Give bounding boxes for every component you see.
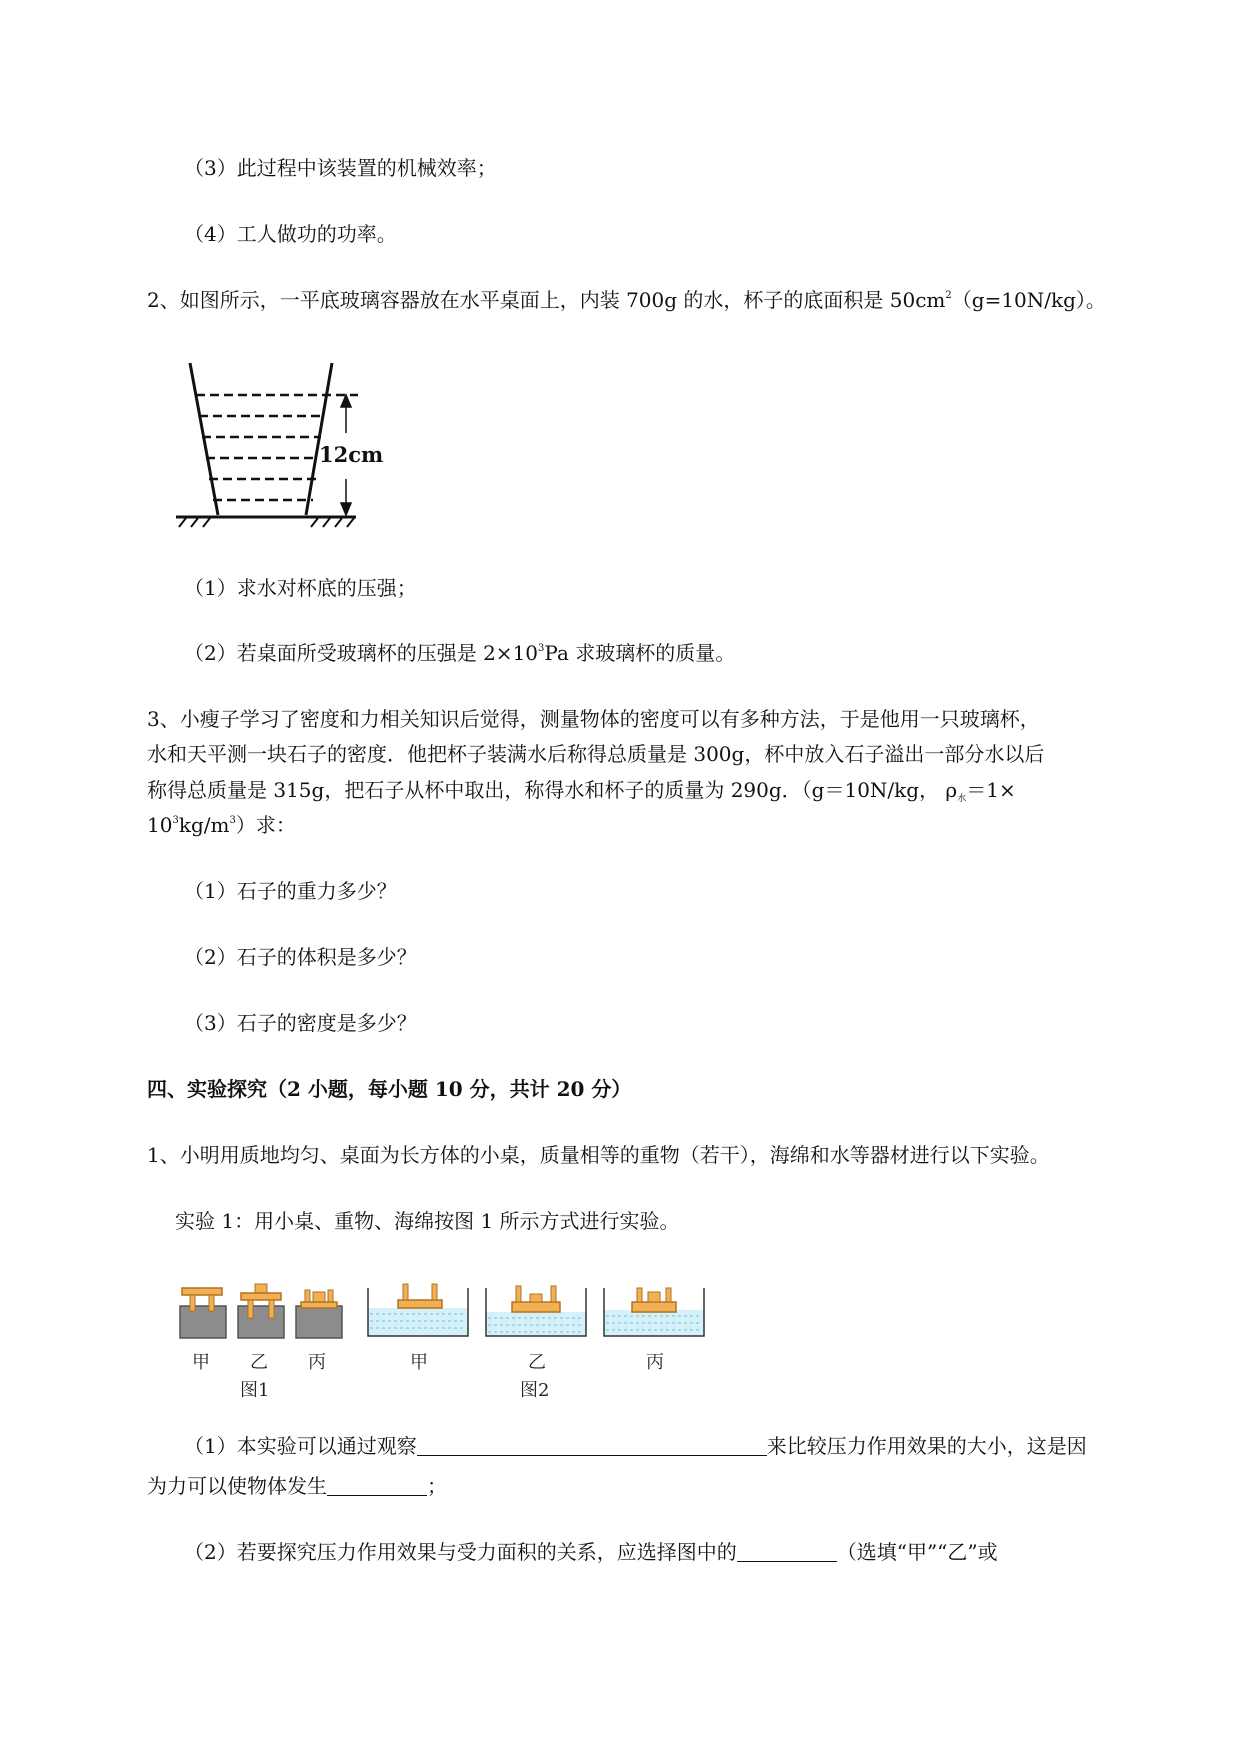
problem2-q2: （2）若桌面所受玻璃杯的压强是 $2\times 10^3Pa$ 求玻璃杯的质量。 — [184, 641, 736, 665]
fig2-caption: 图2 — [520, 1380, 550, 1401]
q4-power: （4）工人做功的功率。 — [184, 222, 397, 246]
problem3-line1: 3、小瘦子学习了密度和力相关知识后觉得，测量物体的密度可以有多种方法，于是他用一只玻璃杯， — [147, 707, 1040, 731]
experiment-q1-line1: （1）本实验可以通过观察 来比较压力作用效果的大小，这是因 — [184, 1434, 1087, 1458]
problem3-line3: 称得总质量是 315g，把石子从杯中取出，称得水和杯子的质量为 290g．（g＝10N/kg， $\rho_水=1\times$ — [147, 778, 1016, 804]
fig2-label-yi: 乙 — [528, 1352, 546, 1373]
problem3-line4: $10^3kg/m^3$）求： — [147, 813, 296, 837]
experiment1-text: 实验 1：用小桌、重物、海绵按图 1 所示方式进行实验。 — [175, 1209, 680, 1233]
problem3-q2: （2）石子的体积是多少？ — [184, 945, 417, 969]
experiment-figures — [170, 1278, 730, 1401]
problem2-q1: （1）求水对杯底的压强； — [184, 576, 417, 600]
answer-blank-figure-choice[interactable] — [737, 1541, 837, 1562]
fig2-label-jia: 甲 — [410, 1352, 428, 1373]
section4-problem1-stem: 1、小明用质地均匀、桌面为长方体的小桌，质量相等的重物（若干），海绵和水等器材进行以下实验。 — [147, 1143, 1050, 1167]
experiment-q1-line2: 为力可以使物体发生 ； — [147, 1474, 447, 1498]
fig1-caption: 图1 — [240, 1380, 270, 1401]
answer-blank-deform[interactable] — [327, 1475, 427, 1496]
problem3-q3: （3）石子的密度是多少？ — [184, 1011, 417, 1035]
fig1-label-bing: 丙 — [308, 1352, 326, 1373]
height-label: 12cm — [319, 442, 384, 467]
experiment-q2-line1: （2）若要探究压力作用效果与受力面积的关系，应选择图中的 （选填“甲”“乙”或 — [184, 1540, 998, 1564]
fig1-label-yi: 乙 — [250, 1352, 268, 1373]
problem3-line2: 水和天平测一块石子的密度．他把杯子装满水后称得总质量是 300g，杯中放入石子溢出一部分水以后 — [147, 742, 1045, 766]
answer-blank-observe[interactable] — [417, 1435, 767, 1456]
fig2-label-bing: 丙 — [646, 1352, 664, 1373]
figure-1-sponges — [180, 1284, 342, 1338]
fig1-label-jia: 甲 — [192, 1352, 210, 1373]
section4-heading: 四、实验探究（2 小题，每小题 10 分，共计 20 分） — [147, 1077, 632, 1101]
q3-efficiency: （3）此过程中该装置的机械效率； — [184, 156, 497, 180]
glass-container-figure — [170, 355, 384, 535]
figure-2-water-tanks — [368, 1284, 704, 1336]
problem3-q1: （1）石子的重力多少？ — [184, 879, 397, 903]
problem2-stem: 2、如图所示，一平底玻璃容器放在水平桌面上，内装 700g 的水，杯子的底面积是 $50cm^2(g=10N/kg)$。 — [147, 288, 1106, 312]
